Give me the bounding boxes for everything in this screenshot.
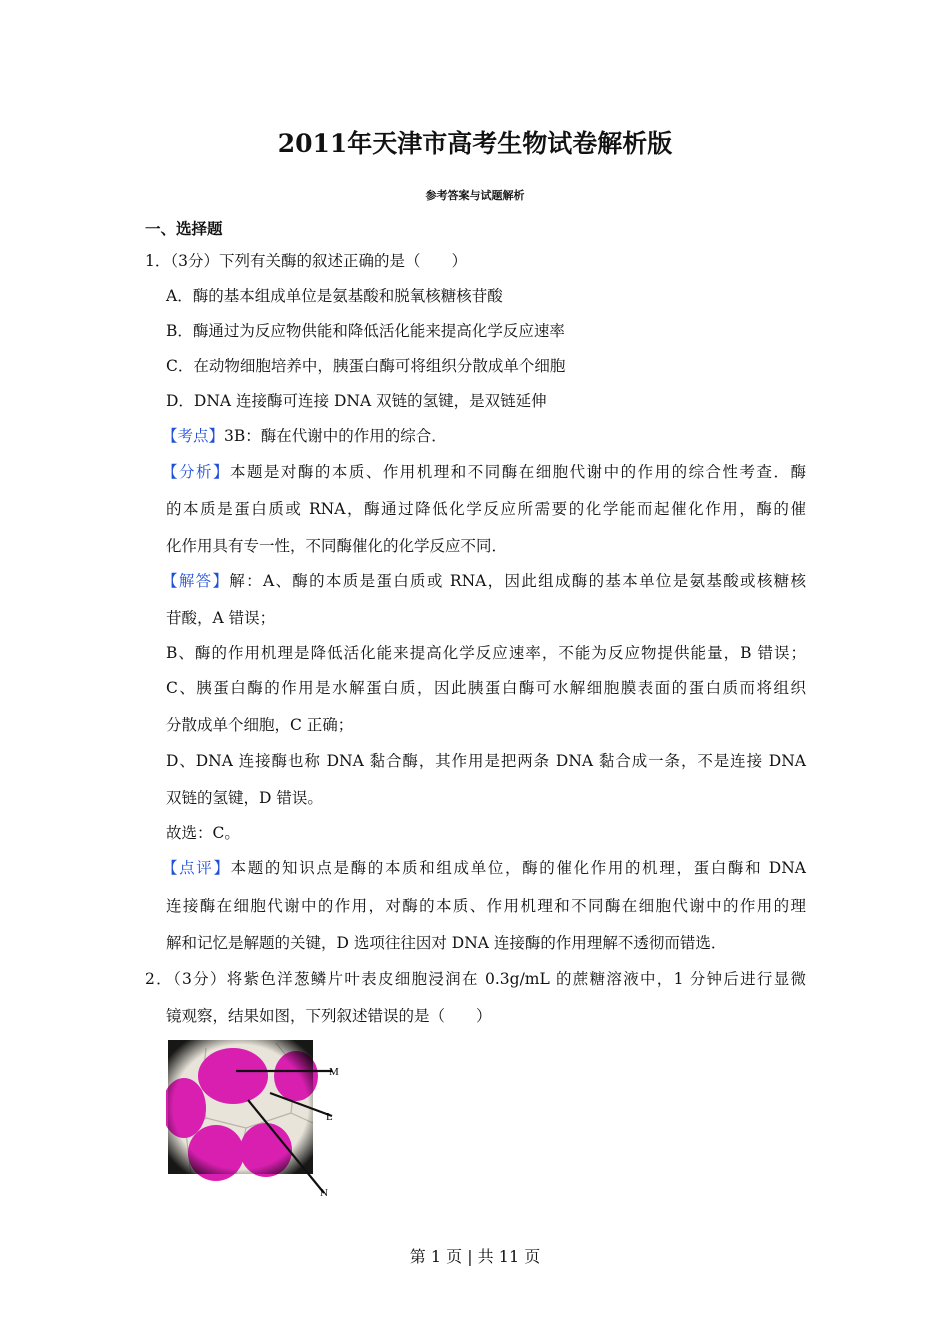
fenxi-line: 的本质是蛋白质或 RNA，酶通过降低化学反应所需要的化学能而起催化作用，酶的催 (166, 500, 806, 518)
question-1-stem: 1．（3分）下列有关酶的叙述正确的是（ ） (145, 252, 467, 270)
microscope-figure (166, 1038, 346, 1200)
dianping-line: 连接酶在细胞代谢中的作用，对酶的本质、作用机理和不同酶在细胞代谢中的作用的理 (166, 897, 806, 915)
answer-line: 故选：C。 (166, 824, 240, 842)
fenxi-text: 本题是对酶的本质、作用机理和不同酶在细胞代谢中的作用的综合性考查．酶 (229, 463, 806, 481)
question-2-stem: 2．（3分）将紫色洋葱鳞片叶表皮细胞浸润在 0.3g/mL 的蔗糖溶液中，1 分钟后进行显微 (145, 970, 806, 988)
document-subtitle: 参考答案与试题解析 (425, 189, 525, 202)
jieda-line (162, 571, 806, 591)
jieda-line: 苷酸，A 错误； (166, 609, 276, 627)
jieda-tag: 【解答】 (162, 572, 230, 590)
label-m: M (329, 1066, 339, 1078)
option-a: A．酶的基本组成单位是氨基酸和脱氧核糖核苷酸 (166, 287, 503, 305)
kaodian (162, 426, 447, 446)
jieda-text: 解：A、酶的本质是蛋白质或 RNA，因此组成酶的基本单位是氨基酸或核糖核 (229, 572, 806, 590)
fenxi-line (162, 462, 806, 482)
jieda-line: 双链的氢键，D 错误。 (166, 789, 323, 807)
dianping-line (162, 858, 806, 878)
option-c: C．在动物细胞培养中，胰蛋白酶可将组织分散成单个细胞 (166, 357, 566, 375)
fenxi-line: 化作用具有专一性，不同酶催化的化学反应不同． (166, 537, 508, 555)
kaodian-text: 3B：酶在代谢中的作用的综合． (224, 427, 447, 445)
kaodian-tag: 【考点】 (162, 427, 225, 445)
fenxi-tag: 【分析】 (162, 463, 230, 481)
jieda-line: C、胰蛋白酶的作用是水解蛋白质，因此胰蛋白酶可水解细胞膜表面的蛋白质而将组织 (166, 679, 806, 697)
document-title: 2011年天津市高考生物试卷解析版 (277, 129, 673, 158)
label-n: N (320, 1187, 328, 1199)
dianping-line: 解和记忆是解题的关键，D 选项往往因对 DNA 连接酶的作用理解不透彻而错选． (166, 934, 727, 952)
label-l: L (326, 1111, 333, 1123)
page-footer: 第 1 页 | 共 11 页 (409, 1247, 541, 1266)
dianping-text: 本题的知识点是酶的本质和组成单位，酶的催化作用的机理，蛋白酶和 DNA (230, 859, 806, 877)
jieda-line: D、DNA 连接酶也称 DNA 黏合酶，其作用是把两条 DNA 黏合成一条，不是连接 DNA (166, 752, 806, 770)
dianping-tag: 【点评】 (162, 859, 231, 877)
option-b: B．酶通过为反应物供能和降低活化能来提高化学反应速率 (166, 322, 565, 340)
option-d: D．DNA 连接酶可连接 DNA 双链的氢键，是双链延伸 (166, 392, 547, 410)
section-heading: 一、选择题 (145, 219, 223, 238)
jieda-line: B、酶的作用机理是降低活化能来提高化学反应速率，不能为反应物提供能量，B 错误； (166, 644, 806, 662)
question-2-stem: 镜观察，结果如图，下列叙述错误的是（ ） (166, 1007, 492, 1025)
jieda-line: 分散成单个细胞，C 正确； (166, 716, 354, 734)
